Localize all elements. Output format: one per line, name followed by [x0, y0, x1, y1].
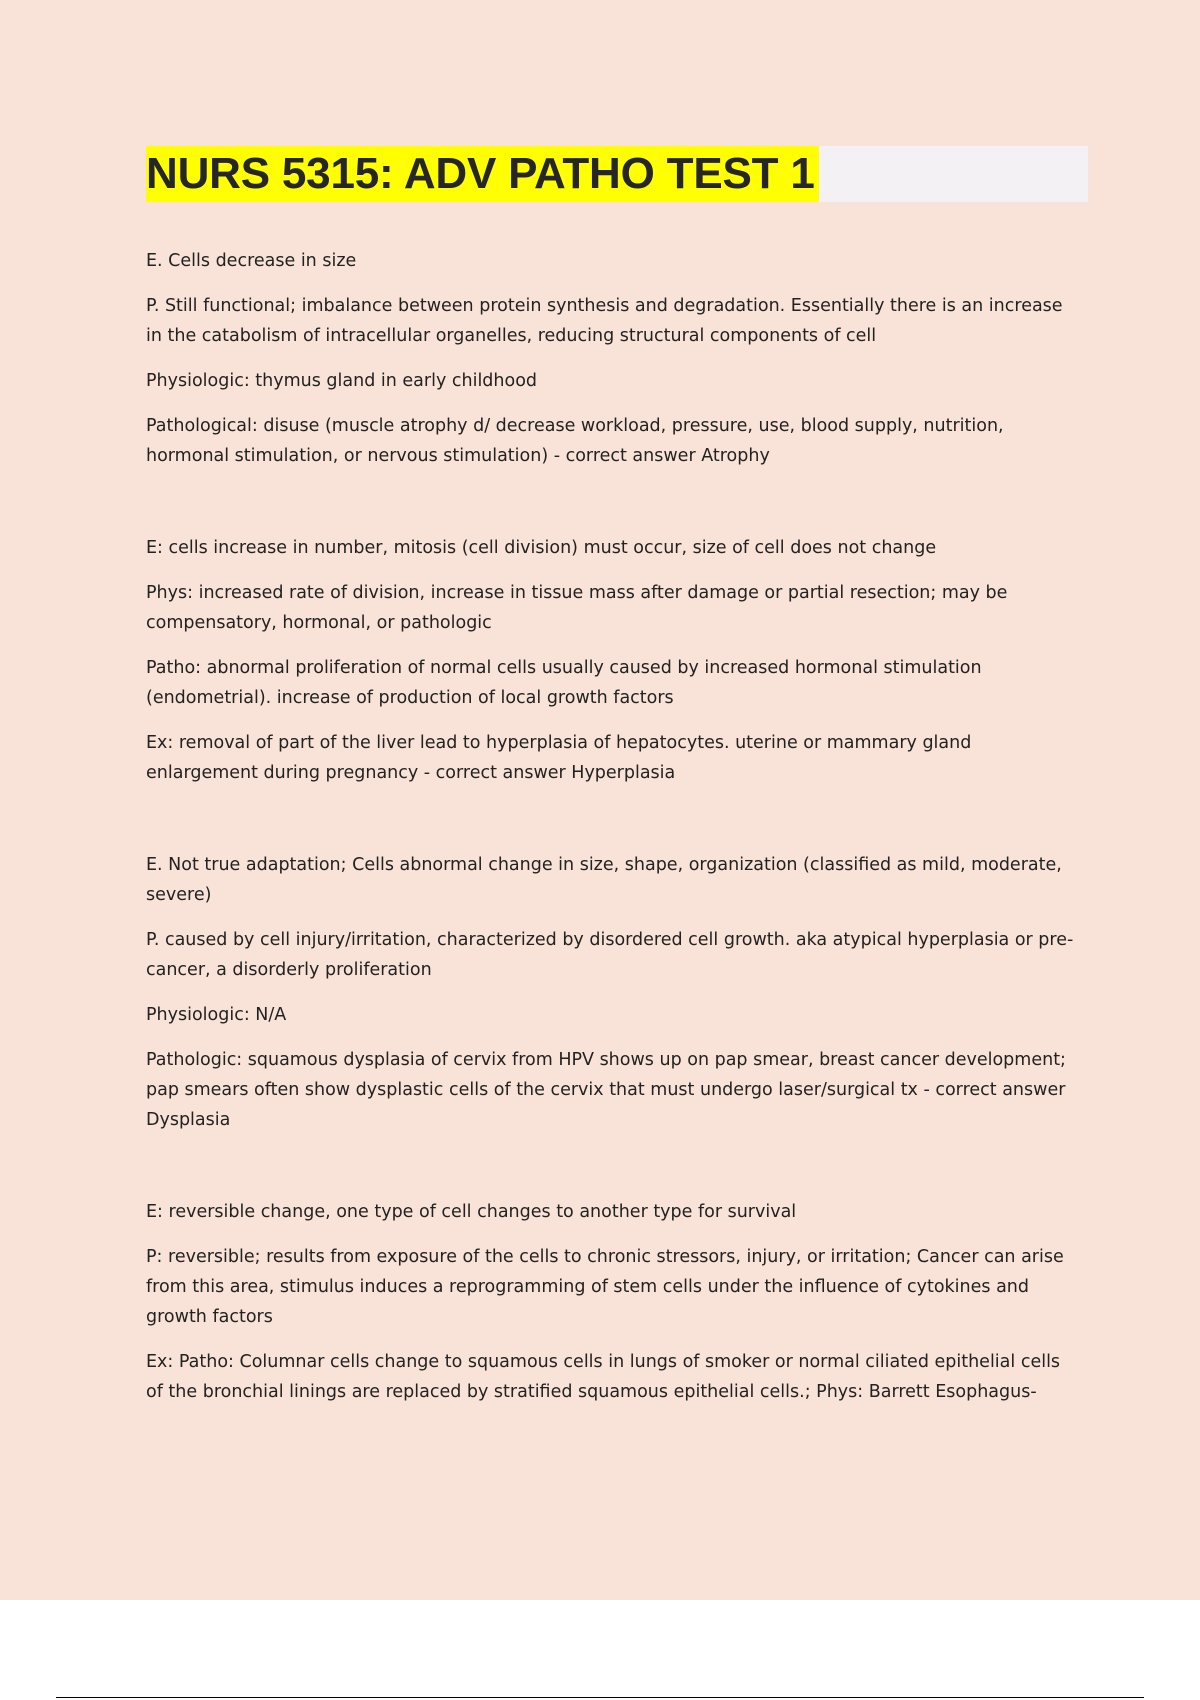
paragraph: Ex: removal of part of the liver lead to hyperplasia of hepatocytes. uterine or mammary gland enlargement during pregnancy - correct answer Hyperplasia — [146, 733, 972, 783]
section-atrophy — [146, 246, 1081, 471]
paragraph: Pathological: disuse (muscle atrophy d/ decrease workload, pressure, use, blood supply, nutrition, hormonal stimulation, or nervous stimulation) - correct answer Atrophy — [146, 416, 1004, 466]
paragraph: Physiologic: thymus gland in early childhood — [146, 371, 538, 391]
paragraph: Pathologic: squamous dysplasia of cervix from HPV shows up on pap smear, breast cancer development; pap smears often show dysplastic cells of the cervix that must undergo laser/surgical tx - correct answer Dysplasia — [146, 1050, 1066, 1130]
paragraph: Physiologic: N/A — [146, 1005, 287, 1025]
paragraph: E. Not true adaptation; Cells abnormal change in size, shape, organization (classified as mild, moderate, severe) — [146, 855, 1062, 905]
paragraph: E: reversible change, one type of cell changes to another type for survival — [146, 1202, 797, 1222]
section-hyperplasia — [146, 533, 1081, 788]
paragraph: Ex: Patho: Columnar cells change to squamous cells in lungs of smoker or normal ciliated epithelial cells of the bronchial linings are replaced by stratified squamous epithelial cells.; Phys: Barrett Esophagus- — [146, 1352, 1061, 1402]
paragraph: E. Cells decrease in size — [146, 251, 357, 271]
section-metaplasia — [146, 1197, 1081, 1407]
paragraph: E: cells increase in number, mitosis (cell division) must occur, size of cell does not change — [146, 538, 937, 558]
paragraph: P. caused by cell injury/irritation, characterized by disordered cell growth. aka atypical hyperplasia or pre-cancer, a disorderly proliferation — [146, 930, 1074, 980]
paragraph: Patho: abnormal proliferation of normal cells usually caused by increased hormonal stimulation (endometrial). increase of production of local growth factors — [146, 658, 982, 708]
paragraph: P. Still functional; imbalance between protein synthesis and degradation. Essentially there is an increase in the catabolism of intracellular organelles, reducing structural components of cell — [146, 296, 1063, 346]
document-body — [146, 246, 1081, 1469]
footer-divider — [56, 1697, 1144, 1698]
paragraph: Phys: increased rate of division, increase in tissue mass after damage or partial resection; may be compensatory, hormonal, or pathologic — [146, 583, 1008, 633]
document-title: NURS 5315: ADV PATHO TEST 1 — [146, 146, 819, 202]
paragraph: P: reversible; results from exposure of the cells to chronic stressors, injury, or irritation; Cancer can arise from this area, stimulus induces a reprogramming of stem cells under the influence of cytokines and growth factors — [146, 1247, 1064, 1327]
title-bar — [146, 146, 1088, 202]
section-dysplasia — [146, 850, 1081, 1135]
